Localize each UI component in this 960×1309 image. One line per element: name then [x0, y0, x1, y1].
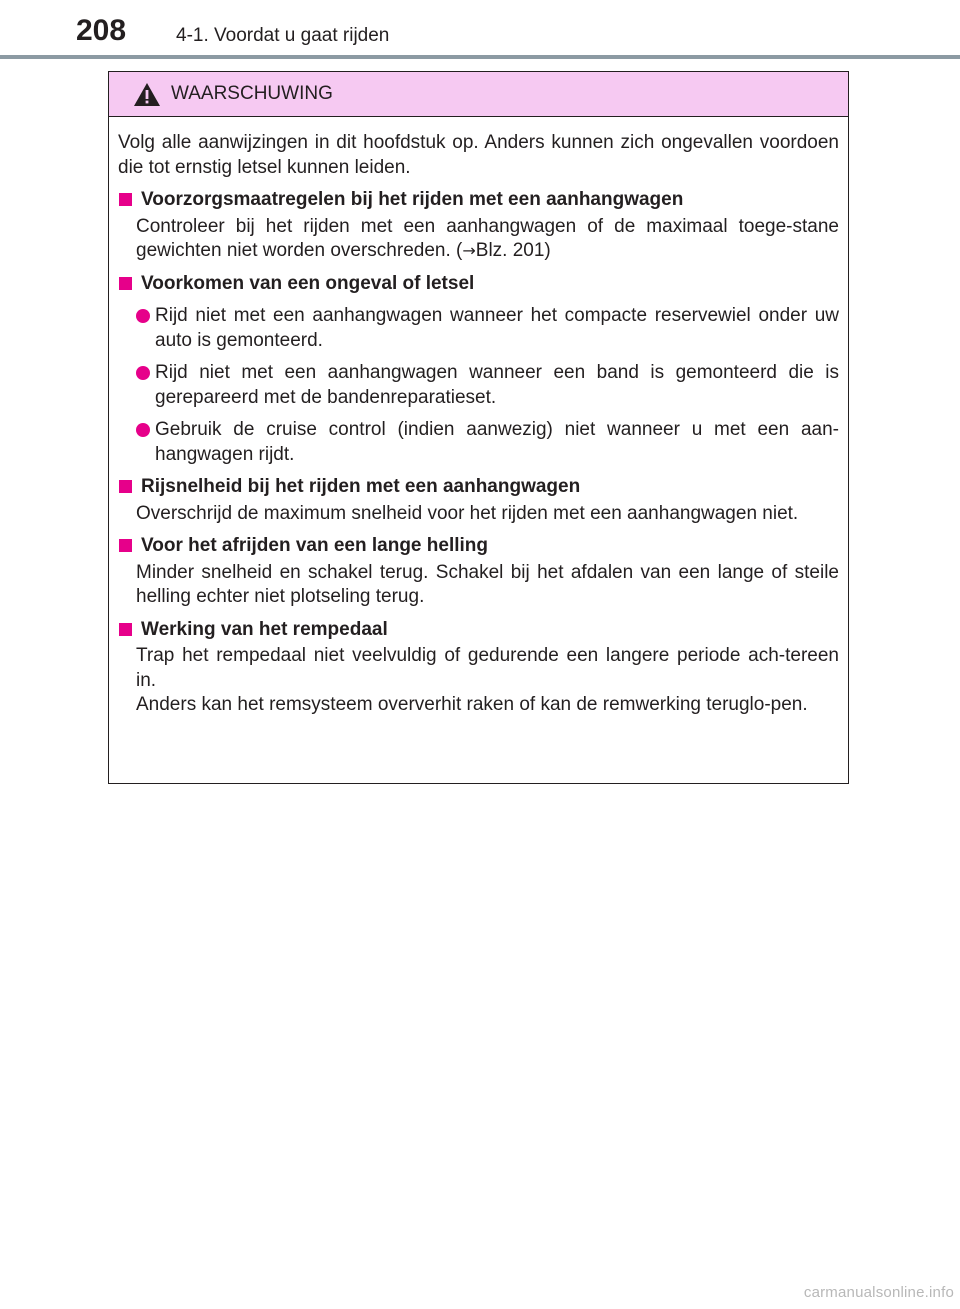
section-text	[118, 215, 839, 264]
section-heading-text: Voorkomen van een ongeval of letsel	[141, 272, 475, 294]
section-heading	[118, 618, 839, 643]
circle-bullet-icon	[136, 423, 150, 437]
square-bullet-icon	[119, 623, 132, 636]
section-heading	[118, 534, 839, 559]
list-item-text: Rijd niet met een aanhangwagen wanneer het compacte reservewiel onder uw auto is gemonteerd.	[155, 305, 839, 351]
section-heading	[118, 188, 839, 213]
warning-box	[108, 71, 849, 784]
header-rule	[0, 55, 960, 59]
section-heading	[118, 272, 839, 297]
section-text: Overschrijd de maximum snelheid voor het rijden met een aanhangwagen niet.	[136, 502, 799, 524]
warning-triangle-icon	[133, 82, 161, 107]
warning-intro: Volg alle aanwijzingen in dit hoofdstuk op. Anders kunnen zich ongevallen voordoen die tot ernstig letsel kunnen leiden.	[118, 132, 839, 178]
circle-bullet-icon	[136, 309, 150, 323]
page-reference-link[interactable]: Blz. 201)	[475, 240, 551, 261]
section-heading-text: Voor het afrijden van een lange helling	[141, 535, 488, 556]
list-item	[118, 418, 839, 467]
section-heading-text: Werking van het rempedaal	[141, 618, 388, 640]
warning-body	[109, 117, 848, 718]
section-text-continued: Anders kan het remsysteem oververhit raken of kan de remwerking teruglo-pen.	[136, 694, 808, 715]
list-item	[118, 361, 839, 410]
section-text-body: Controleer bij het rijden met een aanhangwagen of de maximaal toege-stane gewichten niet worden overschreden. (	[136, 215, 839, 261]
square-bullet-icon	[119, 539, 132, 552]
section-heading-text: Rijsnelheid bij het rijden met een aanhangwagen	[141, 476, 581, 497]
square-bullet-icon	[119, 480, 132, 493]
section-text: Trap het rempedaal niet veelvuldig of gedurende een langere periode ach-tereen in.	[136, 645, 839, 691]
page-number: 208	[76, 14, 127, 47]
square-bullet-icon	[119, 193, 132, 206]
circle-bullet-icon	[136, 366, 150, 380]
page-header	[0, 0, 960, 60]
square-bullet-icon	[119, 277, 132, 290]
section-heading	[118, 475, 839, 500]
list-item	[118, 304, 839, 353]
list-item-text: Rijd niet met een aanhangwagen wanneer een band is gemonteerd die is gerepareerd met de bandenreparatieset.	[155, 362, 839, 408]
watermark-text: carmanualsonline.info	[803, 1284, 954, 1301]
list-item-text: Gebruik de cruise control (indien aanwezig) niet wanneer u met een aan-hangwagen rijdt.	[155, 419, 839, 465]
section-text: Minder snelheid en schakel terug. Schakel bij het afdalen van een lange of steile helling echter niet plotseling terug.	[136, 561, 839, 607]
warning-title: WAARSCHUWING	[171, 83, 333, 104]
arrow-right-icon: →	[462, 241, 476, 260]
warning-header	[109, 72, 848, 117]
section-title: 4-1. Voordat u gaat rijden	[176, 25, 390, 46]
section-heading-text: Voorzorgsmaatregelen bij het rijden met een aanhangwagen	[141, 189, 684, 210]
